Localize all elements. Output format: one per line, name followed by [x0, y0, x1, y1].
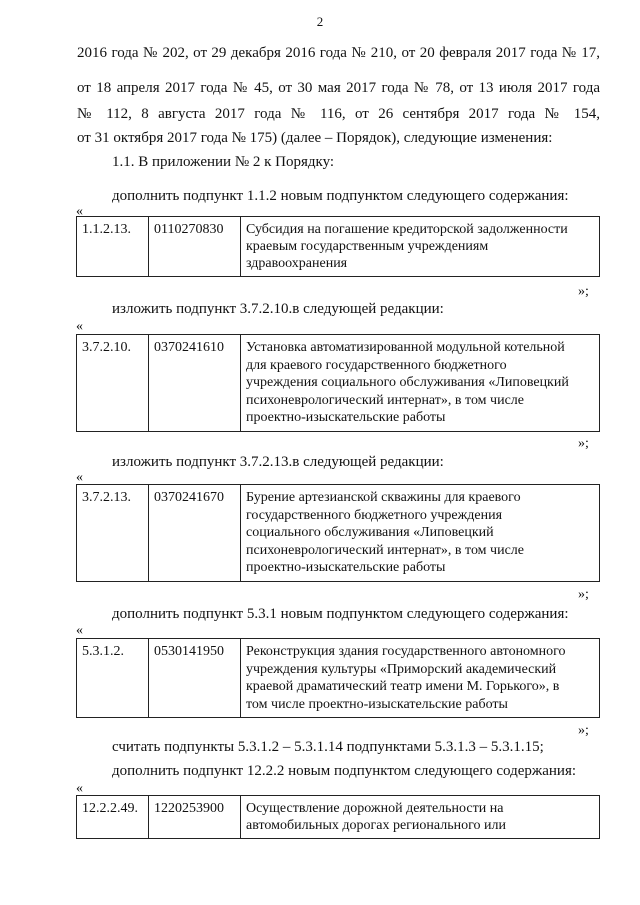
clause-heading: 1.1. В приложении № 2 к Порядку:	[112, 154, 335, 170]
row-code: 0530141950	[149, 639, 241, 718]
page-number: 2	[316, 14, 324, 29]
close-quote: »;	[578, 723, 589, 738]
instruction-3: изложить подпункт 3.7.2.13.в следующей редакции:	[112, 454, 444, 470]
table-row-5	[76, 795, 600, 839]
row-text: Осуществление дорожной деятельности на автомобильных дорогах регионального или	[241, 796, 600, 839]
row-number: 12.2.2.49.	[77, 796, 149, 839]
intro-line-2: от 18 апреля 2017 года № 45, от 30 мая 2017 года № 78, от 13 июля 2017 года	[77, 80, 600, 96]
instruction-5: считать подпункты 5.3.1.2 – 5.3.1.14 подпунктами 5.3.1.3 – 5.3.1.15;	[112, 739, 544, 755]
row-number: 1.1.2.13.	[77, 217, 149, 277]
row-text: Установка автоматизированной модульной котельной для краевого государственного бюджетного учреждения социального обслуживания «Липовецкий психоневрологический интернат», в том числе проектно-изыскательские работы	[241, 335, 600, 432]
intro-line-1: 2016 года № 202, от 29 декабря 2016 года № 210, от 20 февраля 2017 года № 17,	[77, 45, 600, 61]
instruction-6: дополнить подпункт 12.2.2 новым подпунктом следующего содержания:	[112, 763, 577, 779]
open-quote: «	[76, 623, 83, 638]
row-text: Реконструкция здания государственного автономного учреждения культуры «Приморский академический краевой драматический театр имени М. Горького», в том числе проектно-изыскательские работы	[241, 639, 600, 718]
table-row-3	[76, 484, 600, 582]
open-quote: «	[76, 781, 83, 796]
close-quote: »;	[578, 284, 589, 299]
open-quote: «	[76, 319, 83, 334]
row-code: 0370241670	[149, 485, 241, 582]
row-text: Субсидия на погашение кредиторской задолженности краевым государственным учреждениям здравоохранения	[241, 217, 600, 277]
row-number: 3.7.2.13.	[77, 485, 149, 582]
instruction-4: дополнить подпункт 5.3.1 новым подпунктом следующего содержания:	[112, 606, 569, 622]
table-row-1	[76, 216, 600, 277]
close-quote: »;	[578, 436, 589, 451]
open-quote: «	[76, 470, 83, 485]
row-number: 3.7.2.10.	[77, 335, 149, 432]
open-quote: «	[76, 204, 83, 219]
row-number: 5.3.1.2.	[77, 639, 149, 718]
row-text: Бурение артезианской скважины для краевого государственного бюджетного учреждения социального обслуживания «Липовецкий психоневрологический интернат», в том числе проектно-изыскательские работы	[241, 485, 600, 582]
intro-line-4: от 31 октября 2017 года № 175) (далее – Порядок), следующие изменения:	[77, 130, 553, 146]
row-code: 0370241610	[149, 335, 241, 432]
table-row-2	[76, 334, 600, 432]
table-row-4	[76, 638, 600, 718]
instruction-2: изложить подпункт 3.7.2.10.в следующей редакции:	[112, 301, 444, 317]
intro-line-3: № 112, 8 августа 2017 года № 116, от 26 сентября 2017 года № 154,	[77, 106, 600, 122]
row-code: 1220253900	[149, 796, 241, 839]
close-quote: »;	[578, 587, 589, 602]
row-code: 0110270830	[149, 217, 241, 277]
instruction-1: дополнить подпункт 1.1.2 новым подпунктом следующего содержания:	[112, 188, 569, 204]
